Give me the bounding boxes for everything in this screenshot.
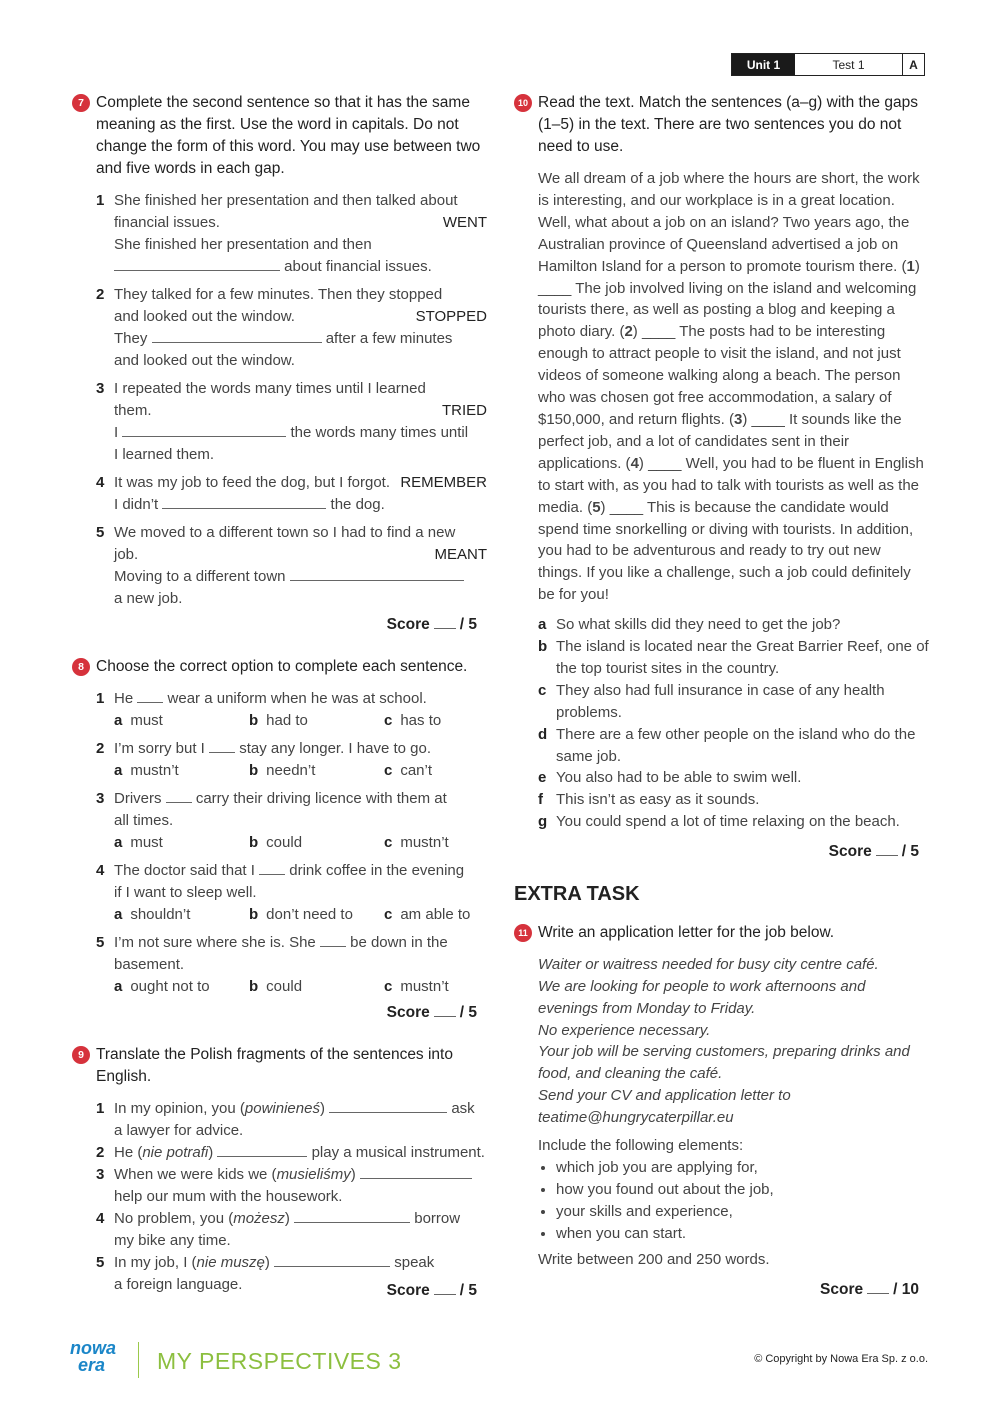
task-7-heading [72, 92, 487, 180]
task-8-items [96, 688, 487, 998]
option-c[interactable]: c can’t [384, 762, 433, 779]
score-gap[interactable] [434, 1004, 456, 1017]
answer-gap[interactable] [320, 932, 346, 947]
task-instruction: Translate the Polish fragments of the sentences into English. [96, 1046, 453, 1085]
answer-gap[interactable] [360, 1164, 472, 1179]
answer-gap[interactable] [329, 1098, 447, 1113]
task-instruction: Complete the second sentence so that it has the same meaning as the first. Use the word in capitals. Do not change the form of this word. You may use between two and five words in each gap. [96, 94, 481, 177]
answer-gap[interactable] [259, 860, 285, 875]
score-gap[interactable] [434, 1282, 456, 1295]
score-box: Score / 5 [828, 843, 919, 861]
key-word: TRIED [442, 402, 487, 419]
list-item: 2 He (nie potrafi) play a musical instrument. [96, 1144, 485, 1161]
nowa-era-logo: nowa era [70, 1338, 117, 1375]
list-item: • your skills and experience, [556, 1201, 929, 1223]
key-word: REMEMBER [400, 474, 487, 491]
answer-gap[interactable] [152, 328, 322, 343]
polish-fragment: nie potrafi [142, 1144, 209, 1161]
unit-test-header [731, 53, 925, 76]
polish-fragment: możesz [233, 1210, 285, 1227]
option-c[interactable]: c am able to [384, 906, 471, 923]
list-item: g You could spend a lot of time relaxing on the beach. [538, 813, 900, 831]
list-item: 1 In my opinion, you (powinieneś) ask a lawyer for advice. [96, 1100, 475, 1139]
option-b[interactable]: b could [249, 834, 303, 851]
key-word: WENT [442, 214, 487, 231]
answer-gap[interactable] [122, 422, 286, 437]
list-item: a So what skills did they need to get the job? [538, 616, 841, 634]
answer-gap[interactable] [294, 1208, 410, 1223]
list-item: e You also had to be able to swim well. [538, 769, 802, 787]
list-item: 5 I’m not sure where she is. She be down in the basement. a ought not to b could c mustn’t [96, 932, 487, 998]
list-item: 4 It was my job to feed the dog, but I forgot. REMEMBER I didn’t the dog. [96, 474, 487, 513]
list-item: • when you can start. [556, 1223, 929, 1245]
option-a[interactable]: a must [114, 834, 163, 851]
list-item: 2 I’m sorry but I stay any longer. I have to go. a mustn’t b needn’t c can’t [96, 738, 487, 782]
task-11-heading [514, 922, 929, 944]
task-number-badge: 11 [514, 924, 532, 942]
left-column [72, 92, 487, 1322]
list-item: • how you found out about the job, [556, 1179, 929, 1201]
list-item: 1 He wear a uniform when he was at school. a must b had to c has to [96, 688, 487, 732]
answer-gap[interactable] [274, 1252, 390, 1267]
page-footer [70, 1338, 930, 1380]
task-instruction: Read the text. Match the sentences (a–g) with the gaps (1–5) in the text. There are two sentences you do not need to use. [538, 94, 918, 155]
right-column [514, 92, 929, 1321]
option-a[interactable]: a mustn’t [114, 762, 179, 779]
test-label: Test 1 [795, 54, 903, 75]
list-item: f This isn’t as easy as it sounds. [538, 791, 760, 809]
polish-fragment: powinieneś [244, 1100, 320, 1117]
option-a[interactable]: a ought not to [114, 978, 210, 995]
letter-requirements: Include the following elements: • which job you are applying for, • how you found out about the job, • your skills and experience, • when you can start. Write between 200 and 250 words. [538, 1135, 929, 1271]
task-number-badge: 10 [514, 94, 532, 112]
series-title: MY PERSPECTIVES 3 [157, 1348, 402, 1374]
task-7-items [96, 190, 487, 610]
score-gap[interactable] [876, 843, 898, 856]
divider [138, 1342, 139, 1378]
task-instruction: Write an application letter for the job below. [538, 924, 835, 942]
list-item: 5 We moved to a different town so I had to find a new job. MEANT Moving to a different town a new job. [96, 524, 487, 607]
list-item: 3 I repeated the words many times until I learned them. TRIED I the words many times until I learned them. [96, 380, 487, 463]
option-c[interactable]: c mustn’t [384, 834, 449, 851]
answer-gap[interactable] [166, 788, 192, 803]
job-advert: Waiter or waitress needed for busy city centre café. We are looking for people to work afternoons and evenings from Monday to Friday. No experience necessary. Your job will be serving customers, preparing drinks and food, and cleaning the café. Send your CV and application letter to teatime@hungrycaterpillar.eu [538, 956, 910, 1126]
task-number-badge: 9 [72, 1046, 90, 1064]
task-number-badge: 7 [72, 94, 90, 112]
list-item: 2 They talked for a few minutes. Then they stopped and looked out the window. STOPPED They after a few minutes and looked out the window. [96, 286, 487, 369]
list-item: c They also had full insurance in case of any health problems. [538, 681, 885, 721]
task-10-heading [514, 92, 929, 158]
key-word: STOPPED [415, 308, 487, 325]
reading-text: We all dream of a job where the hours are short, the work is interesting, and our workplace is in a great location. Well, what about a job on an island? Two years ago, the Australian province of Queensland advertised a job on Hamilton Island for a person to promote tourism there. (1) ____ The job involved living on the island and welcoming tourists there, as well as posting a blog and keeping a photo diary. (2) ____ The posts had to be interesting enough to attract people to visit the island, and not just videos of someone walking along a beach. The person who was chosen got free accommodation, a salary of $150,000, and return flights. (3) ____ It sounds like the perfect job, and a lot of candidates sent in their applications. (4) ____ Well, you had to be fluent in English to start with, as you had to talk with tourists as well as the media. (5) ____ This is because the candidate would spend time snorkelling or diving with tourists. In addition, you had to be adventurous and ready to try out new things. If you like a challenge, such a job could definitely be for you! [538, 170, 924, 604]
list-item: 1 She finished her presentation and then talked about financial issues. WENT She finished her presentation and then about financial issues. [96, 192, 487, 275]
score-box: Score / 5 [386, 616, 477, 633]
option-a[interactable]: a shouldn’t [114, 906, 191, 923]
version-label: A [909, 57, 918, 72]
list-item: b The island is located near the Great Barrier Reef, one of the top tourist sites in the country. [538, 638, 929, 677]
task-9-heading [72, 1044, 487, 1088]
score-box: Score / 10 [820, 1280, 919, 1298]
list-item: 5 In my job, I (nie muszę) speak a foreign language. [96, 1254, 435, 1293]
score-box: Score / 5 [386, 1282, 477, 1299]
word-count-note: Write between 200 and 250 words. [538, 1250, 770, 1268]
list-item: • which job you are applying for, [556, 1157, 929, 1179]
answer-gap[interactable] [290, 566, 464, 581]
answer-gap[interactable] [162, 494, 326, 509]
unit-label: Unit 1 [732, 54, 795, 75]
answer-sentences [538, 614, 929, 833]
score-box: Score / 5 [386, 1004, 477, 1021]
option-b[interactable]: b needn’t [249, 762, 316, 779]
option-a[interactable]: a must [114, 712, 163, 729]
task-9-items [96, 1098, 487, 1296]
score-gap[interactable] [434, 616, 456, 629]
answer-gap[interactable] [114, 256, 280, 271]
extra-task-title: EXTRA TASK [514, 883, 640, 906]
option-b[interactable]: b had to [249, 712, 308, 729]
option-b[interactable]: b could [249, 978, 303, 995]
score-gap[interactable] [867, 1281, 889, 1294]
polish-fragment: musieliśmy [276, 1166, 351, 1183]
task-instruction: Choose the correct option to complete each sentence. [96, 658, 468, 675]
list-item: 4 No problem, you (możesz) borrow my bike any time. [96, 1210, 461, 1249]
list-item: 3 When we were kids we (musieliśmy) help our mum with the housework. [96, 1164, 487, 1208]
polish-fragment: nie muszę [196, 1254, 265, 1271]
list-item: d There are a few other people on the island who do the same job. [538, 725, 916, 765]
option-c[interactable]: c mustn’t [384, 978, 449, 995]
answer-gap[interactable] [209, 738, 235, 753]
list-item: 3 Drivers carry their driving licence with them at all times. a must b could c mustn’t [96, 788, 487, 854]
task-8-heading [72, 656, 487, 678]
answer-gap[interactable] [217, 1142, 307, 1157]
task-number-badge: 8 [72, 658, 90, 676]
list-item: 4 The doctor said that I drink coffee in the evening if I want to sleep well. a shouldn’t b don’t need to c am able to [96, 860, 487, 926]
key-word: MEANT [434, 546, 487, 563]
copyright: © Copyright by Nowa Era Sp. z o.o. [754, 1353, 928, 1365]
option-c[interactable]: c has to [384, 712, 442, 729]
option-b[interactable]: b don’t need to [249, 906, 353, 923]
answer-gap[interactable] [137, 688, 163, 703]
